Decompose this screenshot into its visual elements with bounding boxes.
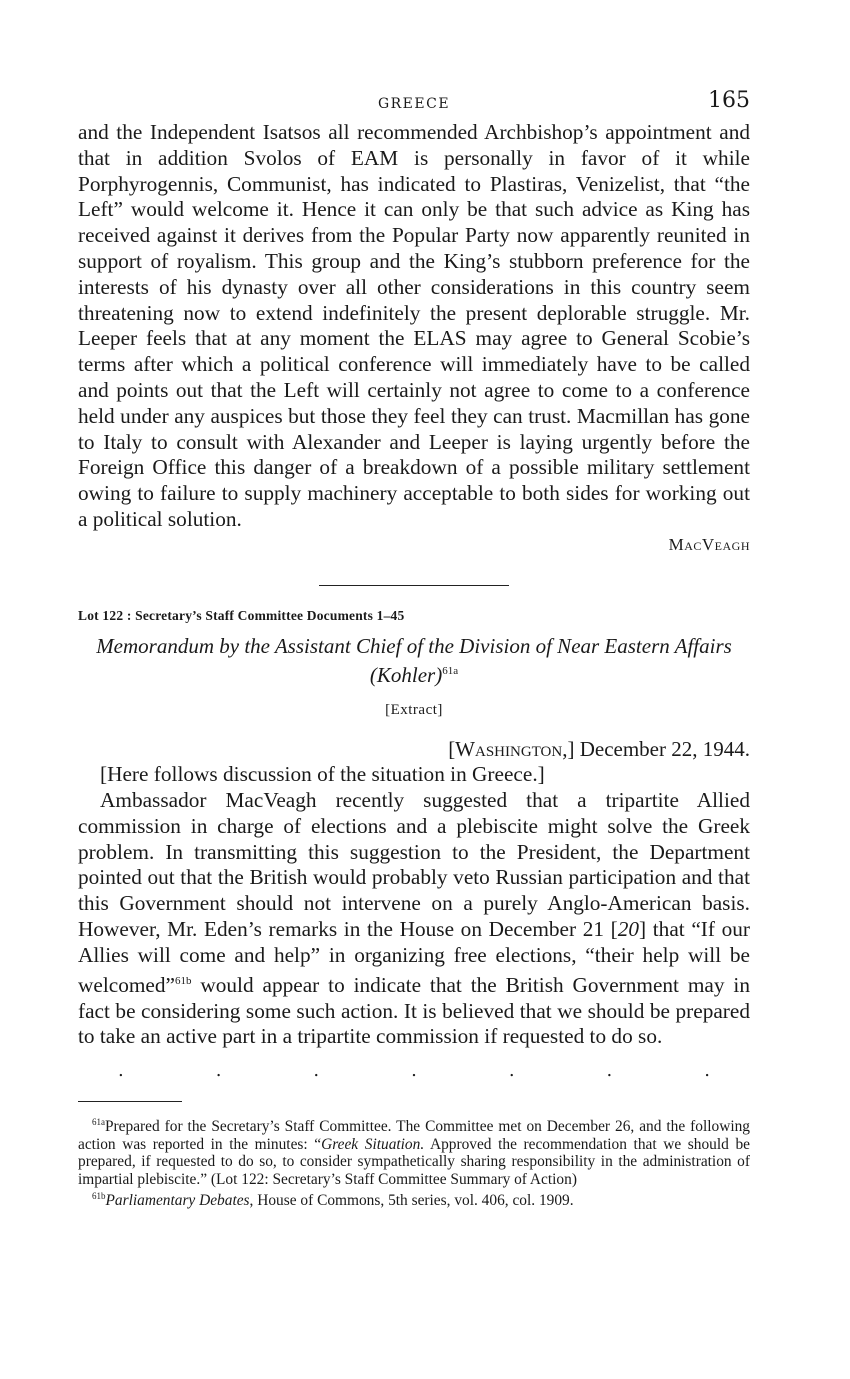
memo-paragraph-note-ref: 61b xyxy=(174,974,192,987)
memo-paragraph-ref: 20 xyxy=(617,917,640,942)
footnote-61a xyxy=(78,1114,750,1188)
footnote-61b-text: , House of Commons, 5th series, vol. 406, col. 1909. xyxy=(249,1192,574,1210)
ellipsis-dot: . xyxy=(118,1060,124,1082)
memo-paragraph-part3: would appear to indicate that the British Government may in fact be considering some such action. It is believed that we should be prepared to take an active part in a tripartite commission if requested to do so. xyxy=(78,972,750,1049)
memo-title xyxy=(78,634,750,688)
document-page xyxy=(78,88,750,1210)
ellipsis-dot: . xyxy=(313,1060,320,1082)
dateline-date: December 22, 1944. xyxy=(579,737,750,762)
memo-paragraph xyxy=(78,788,750,1050)
signature: MacVeagh xyxy=(668,534,750,554)
ellipsis-dot: . xyxy=(411,1060,417,1082)
footnote-61b-marker: 61b xyxy=(92,1191,106,1202)
ellipsis-row xyxy=(78,1060,750,1081)
memo-title-text: Memorandum by the Assistant Chief of the Division of Near Eastern Affairs (Kohler) xyxy=(96,634,732,688)
running-title: GREECE xyxy=(377,96,451,112)
dateline-place: [Washington,] xyxy=(448,737,575,762)
continuation-paragraph: and the Independent Isatsos all recommended Archbishop’s appointment and that in addition Svolos of EAM is personally in favor of it while Porphyrogennis, Communist, has indicated to Plastiras, Venizelist, that “the Left” would welcome it. Hence it can only be that such advice as King has received against it derives from the Popular Party now apparently reunited in support of royalism. This group and the King’s stubborn preference for the interests of his dynasty over all other considerations in this country seem threatening now to extend indefinitely the present deplorable struggle. Mr. Leeper feels that at any moment the ELAS may agree to General Scobie’s terms after which a political conference will immediately have to be called and points out that the Left will certainly not agree to come to a conference held under any auspices but those they feel they can trust. Macmillan has gone to Italy to consult with Alexander and Leeper is laying urgently before the Foreign Office this danger of a breakdown of a possible military settlement owing to failure to supply machinery acceptable to both sides for working out a political solution. xyxy=(78,120,750,531)
footnote-divider xyxy=(78,1101,182,1102)
memo-paragraph-part2: ] that “If our Allies will come and help” in organizing free elections, “their help will be welcomed” xyxy=(78,917,750,997)
footnote-61b xyxy=(78,1188,750,1210)
source-note: Lot 122 : Secretary’s Staff Committee Documents 1–45 xyxy=(78,608,405,624)
memo-title-note-ref: 61a xyxy=(442,665,459,678)
section-divider xyxy=(319,585,509,587)
memo-paragraph-part1: Ambassador MacVeagh recently suggested that a tripartite Allied commission in charge of elections and a plebiscite might solve the Greek problem. In transmitting this suggestion to the President, the Department pointed out that the British would probably veto Russian participation and that this Government should not intervene on a purely Anglo-American basis. However, Mr. Eden’s remarks in the House on December 21 [ xyxy=(78,788,750,942)
page-header xyxy=(78,88,750,120)
footnote-61a-marker: 61a xyxy=(92,1117,105,1128)
ellipsis-dot: . xyxy=(215,1060,222,1082)
footnote-61a-italic: Greek Situation. xyxy=(321,1135,425,1153)
footnote-61b-italic: Parliamentary Debates xyxy=(105,1192,250,1210)
ellipsis-dot: . xyxy=(606,1060,613,1082)
dateline xyxy=(78,737,750,762)
ellipsis-dot: . xyxy=(508,1060,515,1082)
bracket-note: [Here follows discussion of the situation in Greece.] xyxy=(100,762,545,787)
page-number: 165 xyxy=(708,88,750,113)
extract-label: [Extract] xyxy=(385,702,443,719)
ellipsis-dot: . xyxy=(704,1060,710,1082)
footnote-61a-text2: Approved the recommendation that we should be prepared, if requested to do so, to consider sympathetically sharing responsibility in the administration of impartial plebiscite.” (Lot 122: Secretary’s Staff Committee Summary of Action) xyxy=(78,1135,750,1188)
footnote-61a-text1: Prepared for the Secretary’s Staff Committee. The Committee met on December 26, and the following action was reported in the minutes: “ xyxy=(78,1118,750,1153)
